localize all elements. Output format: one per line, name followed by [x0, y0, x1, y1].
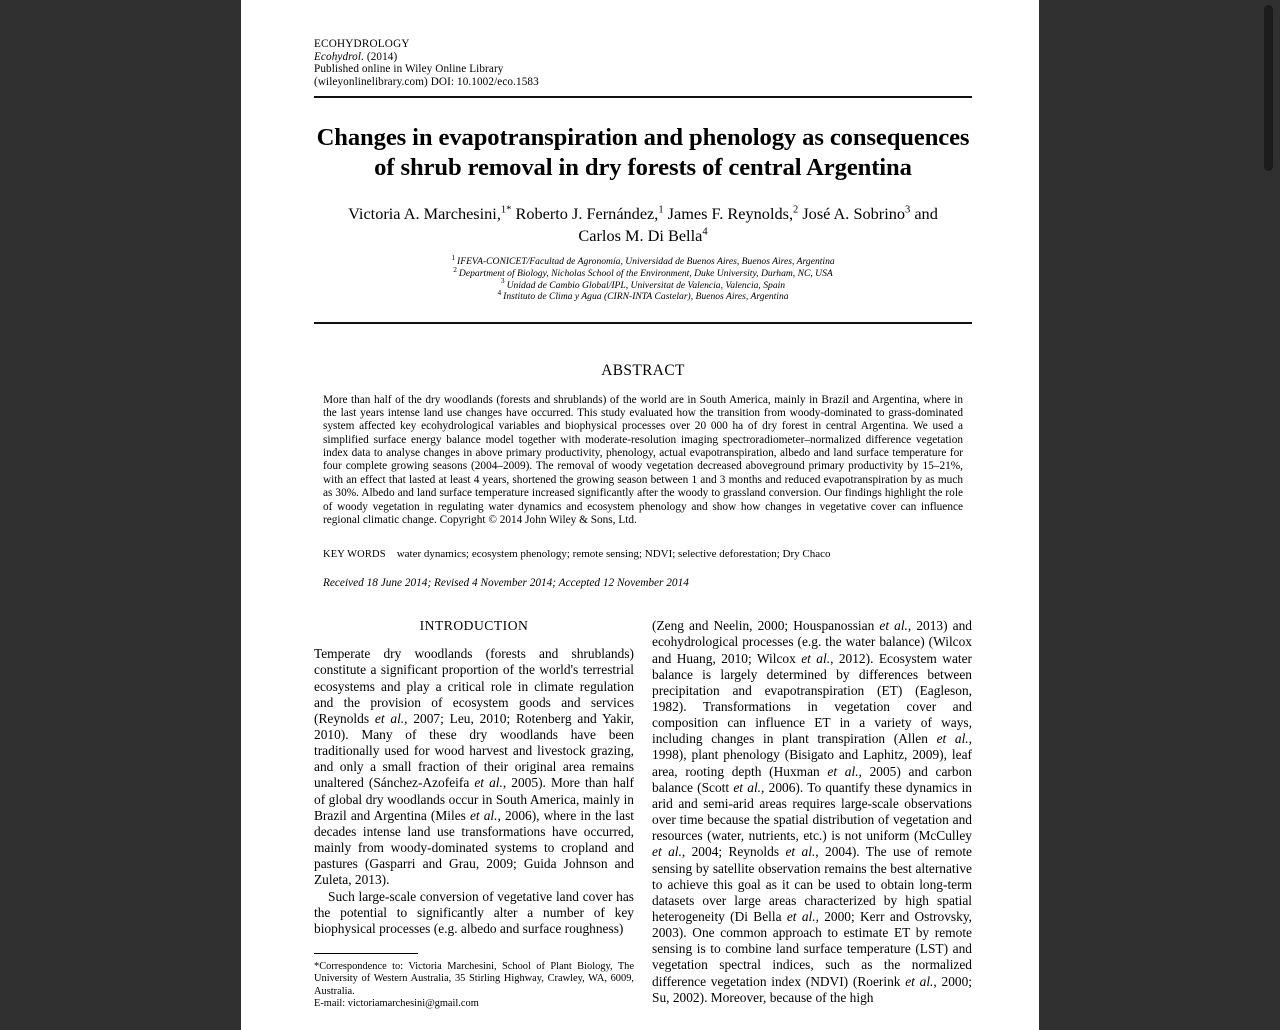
journal-citation-line [314, 51, 972, 64]
scrollbar-thumb[interactable] [1264, 5, 1273, 171]
keywords-text: water dynamics; ecosystem phenology; remote sensing; NDVI; selective deforestation; Dry Chaco [396, 548, 831, 561]
author-name-reynolds: James F. Reynolds, [663, 204, 794, 224]
abstract-heading: ABSTRACT [601, 361, 685, 379]
affiliation-text: Unidad de Cambio Global/IPL, Universitat de Valencia, Valencia, Spain [506, 279, 786, 291]
keywords-block [323, 548, 963, 561]
column-right [652, 618, 972, 1010]
affiliation-item [314, 276, 972, 292]
affiliation-text: Instituto de Clima y Agua (CIRN-INTA Castelar), Buenos Aires, Argentina [503, 291, 789, 303]
masthead-divider [314, 96, 972, 98]
author-name-fernandez: Roberto J. Fernández, [511, 204, 659, 224]
journal-abbreviation: Ecohydrol. [314, 50, 364, 63]
title-line-2: of shrub removal in dry forests of central Argentina [374, 154, 912, 182]
author-marker-2: 1 [658, 204, 664, 216]
author-marker-3: 2 [793, 204, 799, 216]
author-line-2 [314, 225, 972, 247]
submission-history: Received 18 June 2014; Revised 4 November 2014; Accepted 12 November 2014 [323, 577, 689, 590]
author-conjunction: and [910, 204, 938, 224]
correspondence-footnote: *Correspondence to: Victoria Marchesini, School of Plant Biology, The University of Western Australia, 35 Stirling Highway, Crawley, WA, 6009, Australia. [314, 961, 634, 997]
vertical-scrollbar[interactable] [1265, 0, 1280, 960]
affiliation-marker: 4 [497, 287, 502, 297]
journal-masthead [314, 38, 972, 88]
footnote-separator [314, 953, 418, 954]
keywords-label: KEY WORDS [323, 549, 386, 561]
affiliation-marker: 3 [500, 276, 505, 286]
journal-name: ECOHYDROLOGY [314, 38, 410, 50]
author-marker-5: 4 [702, 226, 708, 238]
document-page [241, 0, 1039, 1030]
affiliation-marker: 2 [453, 264, 457, 274]
author-name-di-bella: Carlos M. Di Bella [578, 226, 703, 246]
correspondence-email: E-mail: victoriamarchesini@gmail.com [314, 998, 479, 1010]
intro-paragraph-1: Temperate dry woodlands (forests and shrublands) constitute a significant proportion of the world's terrestrial ecosystems and play a critical role in climate regulation and the provision of ecosystem goods and services (Reynolds et al., 2007; Leu, 2010; Rotenberg and Yakir, 2010). Many of these dry woodlands have been traditionally used for wood harvest and livestock grazing, and only a small fraction of their original area remains unaltered (Sánchez-Azofeifa et al., 2005). More than half of global dry woodlands occur in South America, mainly in Brazil and Argentina (Miles et al., 2006), where in the last decades intense land use transformations have occurred, mainly from woody-dominated systems to cropland and pastures (Gasparri and Grau, 2009; Guida Johnson and Zuleta, 2013). [314, 646, 634, 888]
published-online-line: Published online in Wiley Online Library [314, 63, 504, 76]
affiliation-item [314, 264, 972, 280]
abstract-divider [314, 322, 972, 324]
column-left [314, 618, 634, 1010]
affiliation-list [314, 253, 972, 303]
author-name-sobrino: José A. Sobrino [798, 204, 906, 224]
intro-paragraph-2: Such large-scale conversion of vegetative land cover has the potential to significantly alter a number of key biophysical processes (e.g. albedo and surface roughness) [314, 888, 634, 936]
author-name-marchesini: Victoria A. Marchesini, [348, 204, 501, 224]
intro-paragraph-2-continued: (Zeng and Neelin, 2000; Houspanossian et al., 2013) and ecohydrological processes (e.g. the water balance) (Wilcox and Huang, 2010; Wilcox et al., 2012). Ecosystem water balance is largely determined by differences between precipitation and evapotranspiration (ET) (Eagleson, 1982). Transformations in vegetation cover and composition can influence ET in a variety of ways, including changes in plant transpiration (Allen et al., 1998), plant phenology (Bisigato and Laphitz, 2009), leaf area, rooting depth (Huxman et al., 2005) and carbon balance (Scott et al., 2006). To quantify these dynamics in arid and semi-arid areas requires large-scale observations over time because the spatial distribution of vegetation and resources (water, nutrients, etc.) is not uniform (McCulley et al., 2004; Reynolds et al., 2004). The use of remote sensing by satellite observation remains the best alternative to achieve this goal as it can be used to obtain long-term datasets over large areas characterized by high spatial heterogeneity (Di Bella et al., 2000; Kerr and Ostrovsky, 2003). One common approach to estimate ET by remote sensing is to combine land surface temperature (LST) and vegetation spectral indices, such as the normalized difference vegetation index (NDVI) (Roerink et al., 2000; Su, 2002). Moreover, because of the high [652, 618, 973, 1005]
author-marker-4: 3 [905, 204, 911, 216]
body-columns [314, 618, 972, 1010]
author-list [314, 203, 972, 247]
affiliation-text: Department of Biology, Nicholas School of the Environment, Duke University, Durham, NC, USA [458, 267, 833, 279]
doi-line: (wileyonlinelibrary.com) DOI: 10.1002/eco.1583 [314, 75, 539, 88]
publication-year: (2014) [366, 50, 398, 63]
affiliation-text: IFEVA-CONICET/Facultad de Agronomía, Universidad de Buenos Aires, Buenos Aires, Argentina [457, 256, 835, 268]
affiliation-item [314, 287, 972, 303]
author-line-1 [314, 203, 972, 225]
abstract-text: More than half of the dry woodlands (forests and shrublands) of the world are in South America, mainly in Brazil and Argentina, where in the last years intense land use changes have occurred. This study evaluated how the transition from woody-dominated to grass-dominated system affected key ecohydrological variables and biophysical processes over 20 000 ha of dry forest in central Argentina. We used a simplified surface energy balance model together with moderate-resolution imaging spectroradiometer–normalized difference vegetation index data to analyse changes in above primary productivity, phenology, actual evapotranspiration, albedo and land surface temperature for four complete growing seasons (2004–2009). The removal of woody vegetation decreased aboveground primary productivity by 15–21%, with an effect that lasted at least 4 years, shortened the growing season between 1 and 3 months and reduced evapotranspiration by as much as 30%. Albedo and land surface temperature increased significantly after the woody to grassland conversion. Our findings highlight the role of woody vegetation in regulating water dynamics and ecosystem phenology and show how changes in vegetative cover can influence regional climatic change. Copyright © 2014 John Wiley & Sons, Ltd. [323, 393, 963, 526]
page-title [316, 123, 970, 183]
affiliation-marker: 1 [451, 253, 456, 263]
title-line-1: Changes in evapotranspiration and phenology as consequences [316, 124, 970, 152]
author-marker-1: 1* [500, 204, 512, 216]
affiliation-item [314, 253, 972, 268]
section-heading-introduction: INTRODUCTION [419, 618, 529, 634]
